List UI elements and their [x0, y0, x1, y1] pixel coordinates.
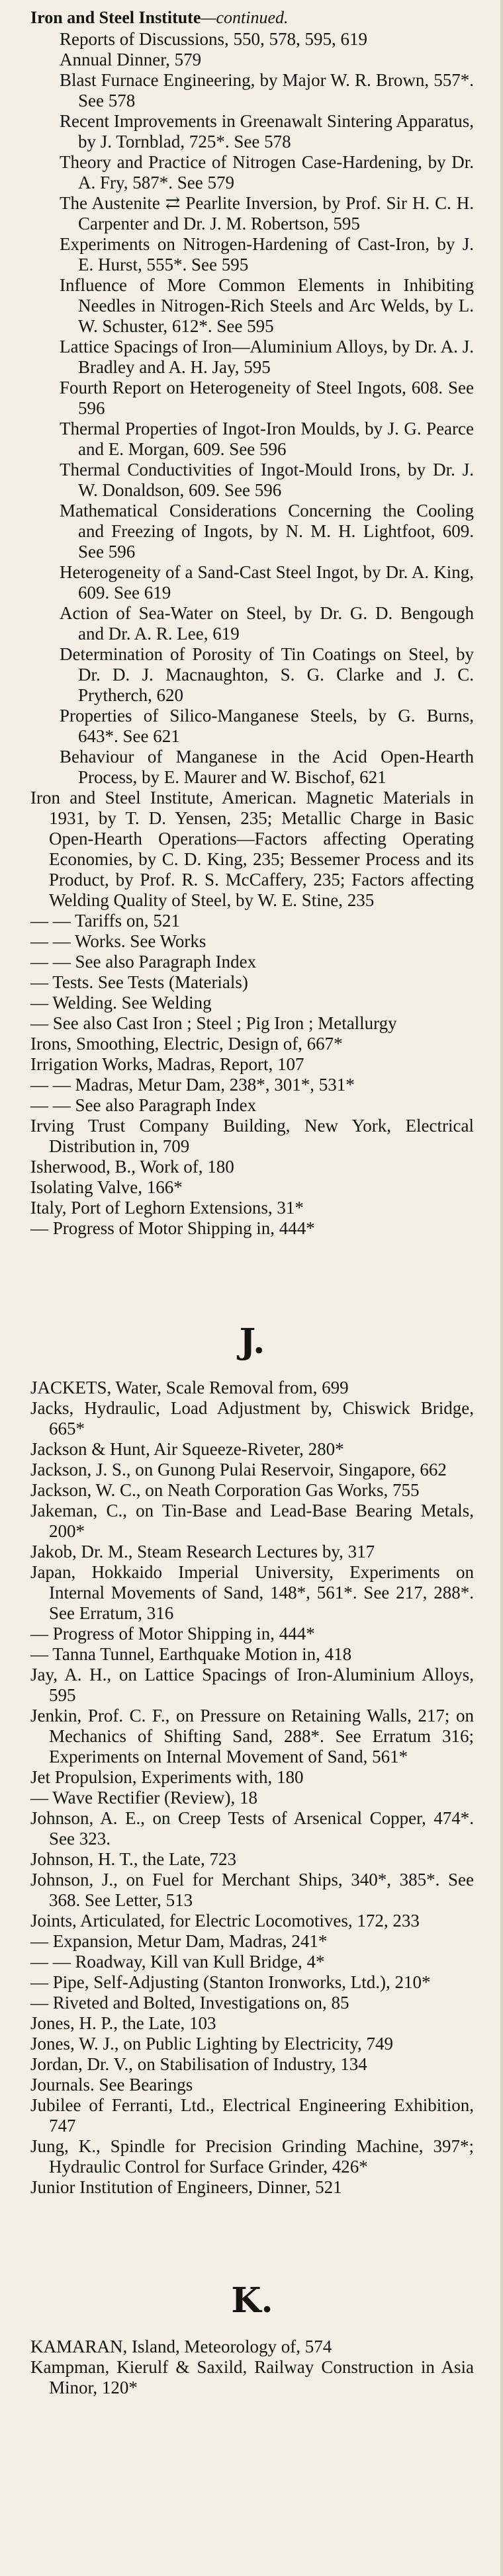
iron-steel-sub-entry: Annual Dinner, 579: [60, 50, 202, 69]
j-index-subentry: — — Roadway, Kill van Kull Bridge, 4*: [30, 1952, 325, 1972]
j-index-entry: Jordan, Dr. V., on Stabilisation of Industry, 134: [30, 2054, 367, 2074]
iron-steel-sub-entry: Theory and Practice of Nitrogen Case-Hardening, by Dr. A. Fry, 587*. See 579: [60, 152, 474, 192]
j-index-entry: Jet Propulsion, Experiments with, 180: [30, 1767, 304, 1787]
index-entry: Italy, Port of Leghorn Extensions, 31*: [30, 1198, 304, 1218]
j-index-entry: Johnson, J., on Fuel for Merchant Ships, 340*, 385*. See 368. See Letter, 513: [30, 1870, 474, 1910]
index-entry: Irrigation Works, Madras, Report, 107: [30, 1054, 304, 1074]
j-index-entry: Jackson & Hunt, Air Squeeze-Riveter, 280*: [30, 1439, 344, 1459]
index-subentry: — — See also Paragraph Index: [30, 1095, 257, 1115]
j-index-entry: Journals. See Bearings: [30, 2075, 193, 2095]
j-index-entry: Jakob, Dr. M., Steam Research Lectures by, 317: [30, 1542, 375, 1561]
index-entry: Irons, Smoothing, Electric, Design of, 667*: [30, 1034, 343, 1054]
iron-steel-sub-entry: Recent Improvements in Greenawalt Sintering Apparatus, by J. Tornblad, 725*. See 578: [60, 111, 474, 151]
j-index-entry: Jubilee of Ferranti, Ltd., Electrical Engineering Exhibition, 747: [30, 2095, 474, 2136]
running-head-title: Iron and Steel Institute: [30, 8, 201, 27]
j-index-subentry: — Expansion, Metur Dam, Madras, 241*: [30, 1931, 328, 1951]
j-index-entry: Joints, Articulated, for Electric Locomotives, 172, 233: [30, 1911, 420, 1931]
index-entry: Isherwood, B., Work of, 180: [30, 1157, 234, 1177]
j-index-subentry: — Progress of Motor Shipping in, 444*: [30, 1624, 315, 1643]
running-head-continued: —continued.: [201, 8, 289, 27]
iron-steel-sub-entry: Lattice Spacings of Iron—Aluminium Alloys, by Dr. A. J. Bradley and A. H. Jay, 595: [60, 337, 474, 377]
j-index-entry: Jones, H. P., the Late, 103: [30, 2013, 216, 2033]
j-index-subentry: — Pipe, Self-Adjusting (Stanton Ironworks, Ltd.), 210*: [30, 1972, 431, 1992]
j-index-subentry: — Tanna Tunnel, Earthquake Motion in, 418: [30, 1644, 352, 1664]
index-subentry: — — Tariffs on, 521: [30, 911, 180, 931]
iron-steel-sub-entry: Action of Sea-Water on Steel, by Dr. G. D. Bengough and Dr. A. R. Lee, 619: [60, 603, 474, 644]
index-subentry: — — See also Paragraph Index: [30, 952, 257, 972]
j-section-entries: [30, 1378, 474, 2198]
index-entry: Iron and Steel Institute, American. Magnetic Materials in 1931, by T. D. Yensen, 235; Metallic Charge in Basic Open-Hearth Operations—Factors affecting Operating Economies, by C. D. King, 235; Bessemer Process and its Product, by Prof. R. S. McCaffery, 235; Factors affecting Welding Quality of Steel, by W. E. Stine, 235: [30, 788, 474, 910]
iron-steel-sub-entry: Thermal Conductivities of Ingot-Mould Irons, by Dr. J. W. Donaldson, 609. See 596: [60, 460, 474, 500]
j-index-entry: Jakeman, C., on Tin-Base and Lead-Base Bearing Metals, 200*: [30, 1501, 474, 1541]
index-subentry: — Progress of Motor Shipping in, 444*: [30, 1218, 315, 1238]
iron-steel-sub-entry: Fourth Report on Heterogeneity of Steel Ingots, 608. See 596: [60, 378, 474, 418]
iron-steel-sub-entry: Heterogeneity of a Sand-Cast Steel Ingot, by Dr. A. King, 609. See 619: [60, 562, 474, 602]
section-letter-k: K.: [231, 2280, 273, 2321]
i-section-entries: [30, 788, 474, 1239]
index-entry: Isolating Valve, 166*: [30, 1177, 183, 1197]
iron-steel-sub-entry: Experiments on Nitrogen-Hardening of Cast-Iron, by J. E. Hurst, 555*. See 595: [60, 234, 474, 274]
index-subentry: — Tests. See Tests (Materials): [30, 972, 248, 992]
iron-steel-sub-entry: Influence of More Common Elements in Inhibiting Needles in Nitrogen-Rich Steels and Arc Welds, by L. W. Schuster, 612*. See 595: [60, 275, 474, 336]
j-index-subentry: — Wave Rectifier (Review), 18: [30, 1788, 257, 1807]
index-subentry: — — Madras, Metur Dam, 238*, 301*, 531*: [30, 1075, 355, 1095]
j-index-entry: Johnson, A. E., on Creep Tests of Arsenical Copper, 474*. See 323.: [30, 1808, 474, 1849]
j-index-entry: JACKETS, Water, Scale Removal from, 699: [30, 1378, 349, 1397]
j-index-entry: Jones, W. J., on Public Lighting by Electricity, 749: [30, 2034, 393, 2054]
iron-steel-sub-entry: Mathematical Considerations Concerning the Cooling and Freezing of Ingots, by N. M. H. Lightfoot, 609. See 596: [60, 501, 474, 561]
j-index-entry: Jackson, W. C., on Neath Corporation Gas Works, 755: [30, 1480, 420, 1500]
iron-steel-sub-entry: Behaviour of Manganese in the Acid Open-Hearth Process, by E. Maurer and W. Bischof, 621: [60, 747, 474, 787]
k-section-entries: [30, 2337, 474, 2398]
k-index-entry: Kampman, Kierulf & Saxild, Railway Construction in Asia Minor, 120*: [30, 2357, 474, 2397]
j-index-entry: Jacks, Hydraulic, Load Adjustment by, Chiswick Bridge, 665*: [30, 1398, 474, 1438]
iron-steel-institute-subentries: [30, 29, 474, 788]
j-index-entry: Junior Institution of Engineers, Dinner, 521: [30, 2177, 342, 2197]
iron-steel-sub-entry: Thermal Properties of Ingot-Iron Moulds, by J. G. Pearce and E. Morgan, 609. See 596: [60, 419, 474, 459]
iron-steel-sub-entry: Reports of Discussions, 550, 578, 595, 619: [60, 29, 367, 49]
j-index-subentry: — Riveted and Bolted, Investigations on, 85: [30, 1993, 349, 2013]
running-head: [30, 8, 474, 28]
iron-steel-sub-entry: Properties of Silico-Manganese Steels, by G. Burns, 643*. See 621: [60, 706, 474, 746]
j-index-entry: Jung, K., Spindle for Precision Grinding Machine, 397*; Hydraulic Control for Surface Grinder, 426*: [30, 2136, 474, 2177]
index-subentry: — Welding. See Welding: [30, 993, 212, 1013]
index-subentry: — See also Cast Iron ; Steel ; Pig Iron ; Metallurgy: [30, 1013, 397, 1033]
section-letter-j: J.: [239, 1321, 265, 1362]
j-index-entry: Jackson, J. S., on Gunong Pulai Reservoir, Singapore, 662: [30, 1460, 447, 1479]
iron-steel-sub-entry: Determination of Porosity of Tin Coatings on Steel, by Dr. D. J. Macnaughton, S. G. Clarke and J. C. Prytherch, 620: [60, 644, 474, 705]
j-index-entry: Jenkin, Prof. C. F., on Pressure on Retaining Walls, 217; on Mechanics of Shifting Sand, 288*. See Erratum 316; Experiments on Internal Movement of Sand, 561*: [30, 1706, 474, 1766]
index-entry: Irving Trust Company Building, New York, Electrical Distribution in, 709: [30, 1116, 474, 1156]
k-index-entry: KAMARAN, Island, Meteorology of, 574: [30, 2337, 332, 2356]
iron-steel-sub-entry: Blast Furnace Engineering, by Major W. R. Brown, 557*. See 578: [60, 70, 474, 110]
index-column: [30, 8, 474, 2398]
j-index-entry: Johnson, H. T., the Late, 723: [30, 1849, 236, 1869]
index-subentry: — — Works. See Works: [30, 931, 206, 951]
iron-steel-sub-entry: The Austenite ⇄ Pearlite Inversion, by Prof. Sir H. C. H. Carpenter and Dr. J. M. Robertson, 595: [60, 193, 474, 233]
j-index-entry: Jay, A. H., on Lattice Spacings of Iron-Aluminium Alloys, 595: [30, 1665, 474, 1705]
j-index-entry: Japan, Hokkaido Imperial University, Experiments on Internal Movements of Sand, 148*, 561*. See 217, 288*. See Erratum, 316: [30, 1562, 474, 1623]
